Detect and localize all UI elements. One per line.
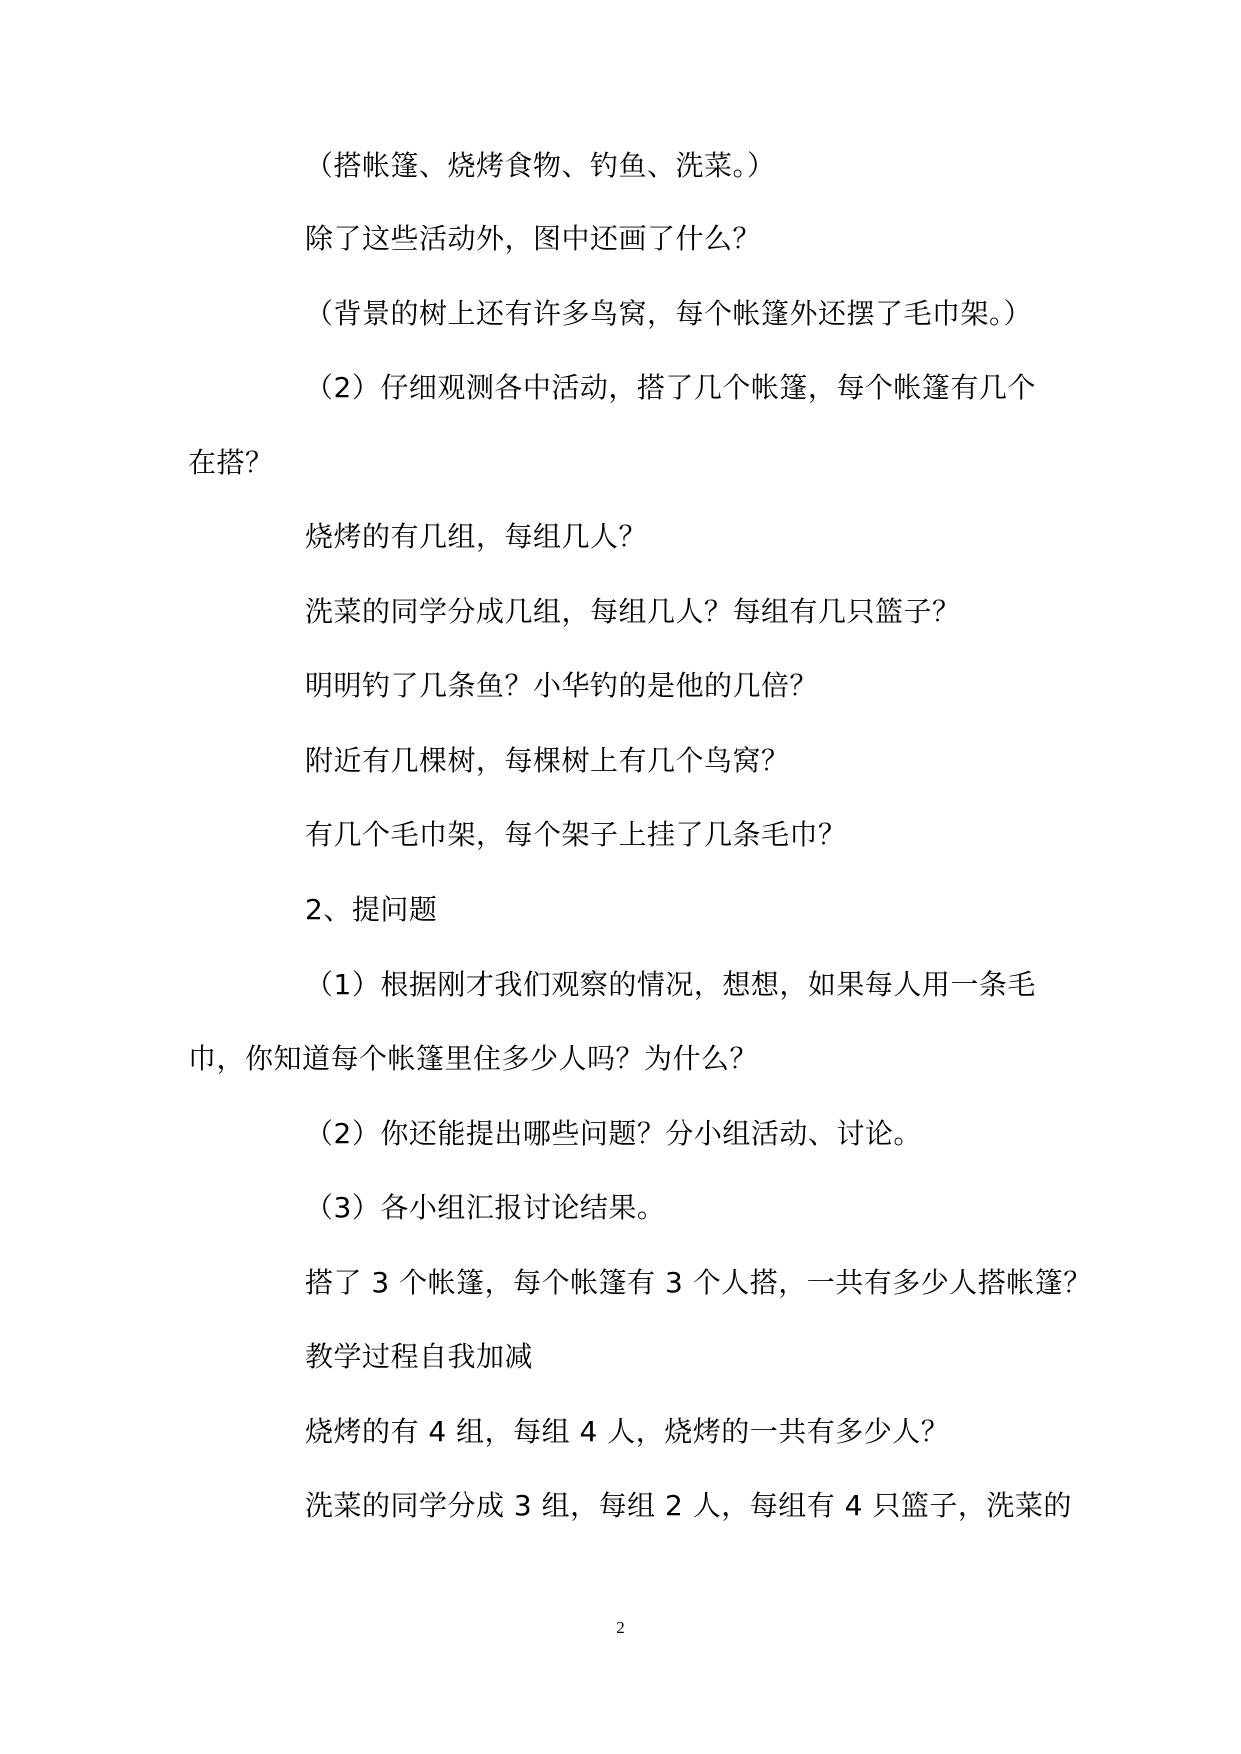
text-line: （2）仔细观测各中活动，搭了几个帐篷，每个帐篷有几个: [305, 371, 1036, 404]
text-line: （2）你还能提出哪些问题？分小组活动、讨论。: [305, 1117, 922, 1150]
text-line: （背景的树上还有许多鸟窝，每个帐篷外还摆了毛巾架。）: [305, 297, 1033, 330]
text-line: 洗菜的同学分成几组，每组几人？每组有几只篮子？: [305, 595, 961, 628]
text-line: 烧烤的有几组，每组几人？: [305, 520, 648, 553]
text-line: 除了这些活动外，图中还画了什么？: [305, 222, 762, 255]
text-line: 在搭？: [188, 446, 274, 479]
text-line: 烧烤的有 4 组，每组 4 人，烧烤的一共有多少人？: [305, 1415, 950, 1448]
text-line: （1）根据刚才我们观察的情况，想想，如果每人用一条毛: [305, 968, 1036, 1001]
text-line: 有几个毛巾架，每个架子上挂了几条毛巾？: [305, 818, 847, 851]
text-line: 巾，你知道每个帐篷里住多少人吗？为什么？: [188, 1042, 759, 1075]
page-number: 2: [616, 1618, 625, 1637]
text-line: （3）各小组汇报讨论结果。: [305, 1191, 666, 1224]
text-line: 明明钓了几条鱼？小华钓的是他的几倍？: [305, 669, 819, 702]
text-line: 洗菜的同学分成 3 组，每组 2 人，每组有 4 只篮子，洗菜的: [305, 1489, 1072, 1522]
section-heading: 2、提问题: [305, 893, 438, 926]
text-line: 教学过程自我加减: [305, 1340, 534, 1373]
text-line: 附近有几棵树，每棵树上有几个鸟窝？: [305, 744, 790, 777]
text-line: （搭帐篷、烧烤食物、钓鱼、洗菜。）: [305, 149, 776, 182]
text-line: 搭了 3 个帐篷，每个帐篷有 3 个人搭，一共有多少人搭帐篷？: [305, 1266, 1092, 1299]
